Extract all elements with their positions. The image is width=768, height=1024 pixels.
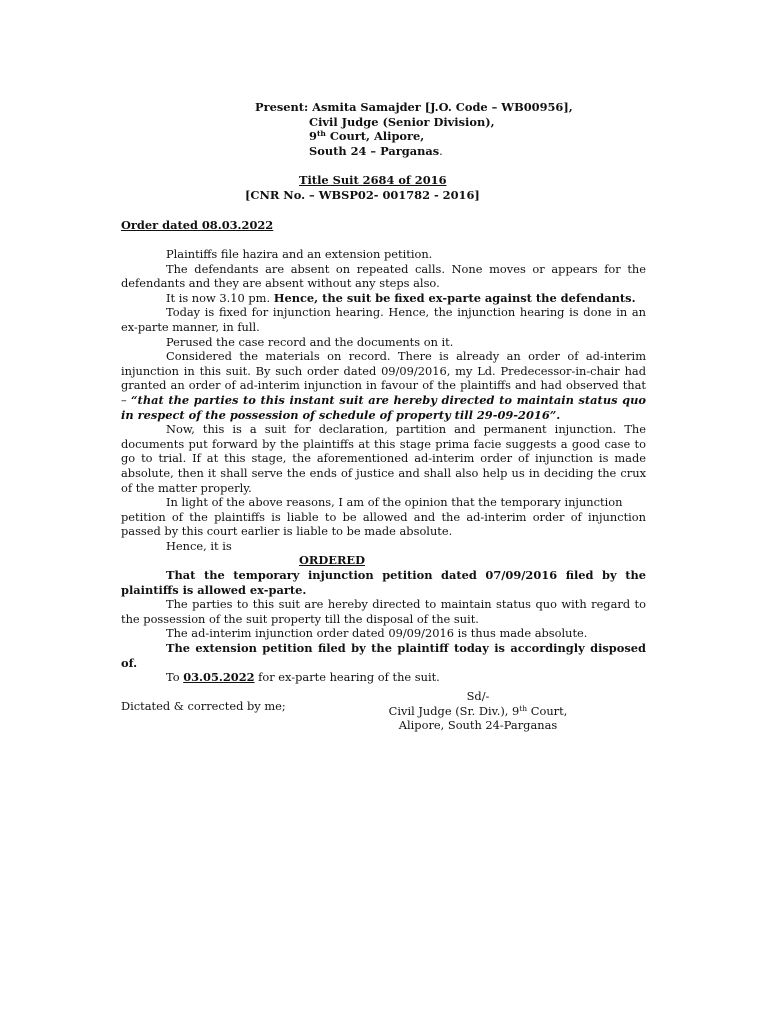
court-line: [309, 129, 424, 144]
order-next-date: [121, 670, 646, 685]
district-name: South 24 – Parganas: [309, 144, 440, 158]
next-date-suffix: for ex-parte hearing of the suit.: [254, 670, 440, 685]
suit-title: Title Suit 2684 of 2016: [299, 173, 447, 187]
paragraph-defendants-absent: The defendants are absent on repeated calls. None moves or appears for the defendants and they are absent without any steps also.: [121, 261, 646, 291]
court-suffix: th: [316, 129, 326, 138]
present-line: Present: Asmita Samajder [J.O. Code – WB00956],: [255, 100, 573, 114]
paragraph-hazira: Plaintiffs file hazira and an extension petition.: [166, 247, 433, 261]
cnr-number: [CNR No. – WBSP02- 001782 - 2016]: [245, 188, 480, 202]
paragraph-suit-nature: Now, this is a suit for declaration, partition and permanent injunction. The documents put forward by the plaintiffs at this stage prima facie suggests a good case to go to trial. If at this stage, the aforementioned ad-interim order of injunction is made absolute, then it shall serve the ends of justice and shall also help us in deciding the crux of the matter properly.: [121, 422, 646, 495]
paragraph-hence: Hence, it is: [166, 538, 232, 553]
time-text: It is now 3.10 pm.: [166, 290, 274, 305]
paragraph-ad-interim: [121, 349, 646, 422]
paragraph-perused: Perused the case record and the documents on it.: [166, 334, 454, 349]
paragraph-reasons-rest: petition of the plaintiffs is liable to be allowed and the ad-interim order of injunction passed by this court earlier is liable to be made absolute.: [121, 509, 646, 539]
paragraph-reasons-line1: In light of the above reasons, I am of the opinion that the temporary injunction: [166, 495, 623, 510]
district-period: .: [439, 144, 443, 158]
paragraph-injunction-hearing: Today is fixed for injunction hearing. Hence, the injunction hearing is done in an ex-parte manner, in full.: [121, 305, 646, 334]
order-body: [121, 247, 646, 714]
order-allowed: That the temporary injunction petition dated 07/09/2016 filed by the plaintiffs is allowed ex-parte.: [121, 568, 646, 597]
status-quo-quote: “that the parties to this instant suit are hereby directed to maintain status quo in respect of the possession of schedule of property till 29-09-2016”.: [121, 392, 646, 422]
court-rest: Court, Alipore,: [325, 129, 425, 143]
signature-sd: Sd/-: [466, 689, 490, 703]
signature-sup: th: [519, 703, 528, 713]
signature-location: Alipore, South 24-Parganas: [398, 718, 558, 733]
ordered-heading: ORDERED: [299, 553, 365, 568]
order-date-heading: Order dated 08.03.2022: [121, 218, 274, 232]
order-made-absolute: The ad-interim injunction order dated 09/09/2016 is thus made absolute.: [166, 626, 588, 641]
designation-line: Civil Judge (Senior Division),: [309, 115, 495, 129]
district-line: [309, 144, 443, 159]
signature-designation-text: Civil Judge (Sr. Div.), 9: [388, 703, 520, 718]
ad-interim-text: Considered the materials on record. There is already an order of ad-interim injunction in this suit. By such order dated 09/09/2016, my Ld. Predecessor-in-chair had granted an order of ad-interim injunction in favour of the plaintiffs and had observed that –: [121, 349, 646, 407]
signature-court: Court,: [527, 703, 568, 718]
signature-designation: [388, 704, 568, 719]
dictated-line: Dictated & corrected by me;: [121, 699, 286, 714]
ex-parte-direction: Hence, the suit be fixed ex-parte against the defendants.: [273, 290, 636, 305]
court-number: 9: [309, 129, 317, 143]
order-status-quo: The parties to this suit are hereby directed to maintain status quo with regard to the possession of the suit property till the disposal of the suit.: [121, 597, 646, 626]
next-date-prefix: To: [166, 670, 184, 685]
paragraph-ex-parte: [121, 291, 646, 306]
order-extension-disposed: The extension petition filed by the plaintiff today is accordingly disposed of.: [121, 641, 646, 670]
next-date: 03.05.2022: [183, 670, 255, 685]
signature-block: [388, 689, 568, 733]
